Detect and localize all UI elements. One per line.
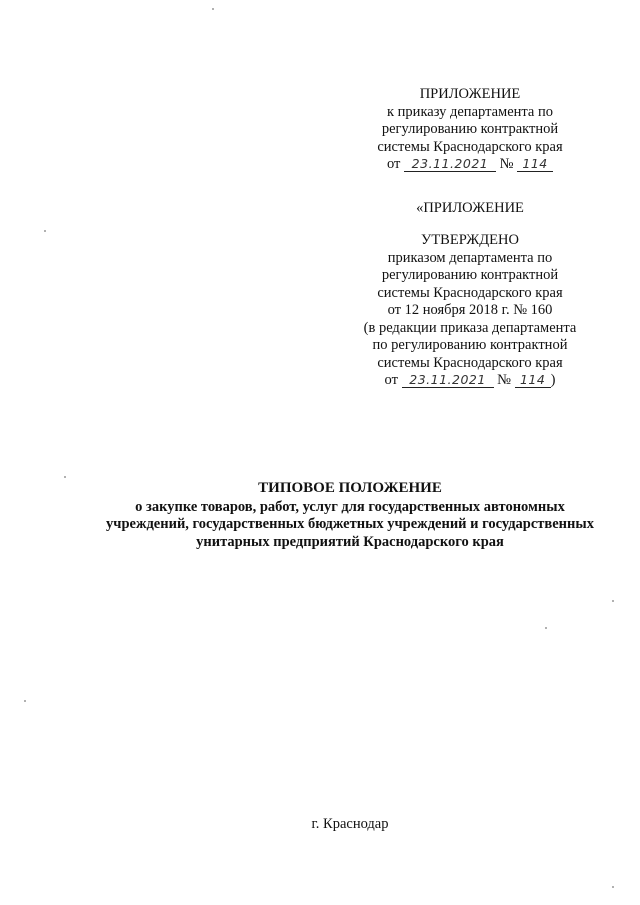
title-line-1: о закупке товаров, работ, услуг для государственных автономных: [135, 498, 565, 515]
approved-line-5: (в редакции приказа департамента: [363, 319, 577, 336]
city-footer: г. Краснодар: [311, 816, 389, 832]
title-line-3: унитарных предприятий Краснодарского края: [196, 533, 504, 550]
approved-line-2: регулированию контрактной: [381, 267, 559, 283]
handwritten-number: 114: [515, 373, 551, 388]
scan-speck: [24, 700, 26, 702]
handwritten-date: 23.11.2021: [402, 373, 494, 388]
handwritten-date: 23.11.2021: [404, 157, 496, 172]
document-title-block: [60, 480, 640, 551]
scan-speck: [64, 476, 66, 478]
scan-speck: [545, 627, 547, 629]
scan-speck: [612, 600, 614, 602]
title-line-2: учреждений, государственных бюджетных учреждений и государственных: [106, 516, 594, 532]
appendix-heading: ПРИЛОЖЕНИЕ: [419, 86, 521, 102]
scan-speck: [612, 886, 614, 888]
document-title: ТИПОВОЕ ПОЛОЖЕНИЕ: [258, 480, 442, 496]
number-label: №: [499, 156, 514, 172]
handwritten-number: 114: [517, 157, 553, 172]
from-label: от: [384, 372, 398, 388]
appendix-line-1: к приказу департамента по: [387, 103, 553, 120]
appendix-line-3: системы Краснодарского края: [377, 138, 563, 155]
appendix-line-2: регулированию контрактной: [381, 121, 559, 137]
approved-date-number-line: [350, 372, 590, 390]
approved-block: [350, 232, 590, 390]
quoted-appendix-heading: «ПРИЛОЖЕНИЕ: [416, 200, 524, 216]
scan-speck: [44, 230, 46, 232]
approved-line-3: системы Краснодарского края: [377, 284, 563, 301]
quoted-appendix-block: [350, 200, 590, 218]
appendix-date-number-line: [360, 156, 580, 174]
approved-heading: УТВЕРЖДЕНО: [421, 232, 519, 248]
approved-line-6: по регулированию контрактной: [372, 337, 568, 353]
number-label: №: [497, 372, 512, 388]
appendix-order-block: [360, 86, 580, 174]
closing-parenthesis: ): [550, 372, 556, 388]
from-label: от: [386, 156, 401, 172]
approved-line-7: системы Краснодарского края: [377, 354, 563, 371]
approved-line-1: приказом департамента по: [387, 249, 553, 266]
scan-speck: [212, 8, 214, 10]
approved-line-4: от 12 ноября 2018 г. № 160: [387, 302, 553, 318]
